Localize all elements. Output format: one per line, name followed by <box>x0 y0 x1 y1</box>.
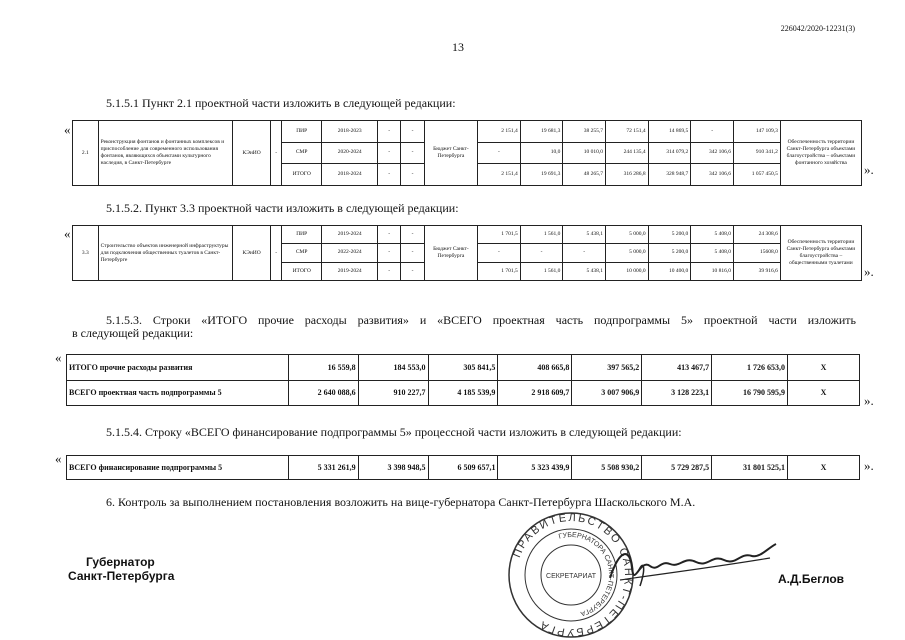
executor: КЭиИО <box>232 121 270 186</box>
section-1-heading: 5.1.5.1 Пункт 2.1 проектной части изложить в следующей редакции: <box>106 96 456 110</box>
handwritten-signature <box>600 538 780 598</box>
section-3-table <box>66 354 860 406</box>
section-4-close-quote: ». <box>864 458 874 473</box>
section-3-open-quote: « <box>55 350 62 365</box>
section-1-open-quote: « <box>64 122 71 137</box>
table-row: ВСЕГО проектная часть подпрограммы 5 2 640 088,6 910 227,7 4 185 539,9 2 918 609,7 3 007 906,9 3 128 223,1 16 790 595,9 Х <box>67 380 860 406</box>
seal-center-text: СЕКРЕТАРИАТ <box>546 573 596 580</box>
dash-cell: - <box>271 121 282 186</box>
section-2-close-quote: ». <box>864 264 874 279</box>
executor: КЭиИО <box>232 226 270 281</box>
item-name: Реконструкция фонтанов и фонтанных комплексов и приспособление для современного использования фонтанов, являющихся объектами культурного наследия, в Санкт-Петербурге <box>98 121 232 186</box>
seal-outer-text: ПРАВИТЕЛЬСТВО САНКТ-ПЕТЕРБУРГА <box>511 511 635 639</box>
table-row: ИТОГО 2018-2024 - - 2 151,4 19 691,3 48 265,7 316 286,8 328 948,7 342 106,6 1 057 450,5 <box>73 164 862 186</box>
seal-inner-text: ГУБЕРНАТОРА САНКТ-ПЕТЕРБУРГА <box>557 531 615 617</box>
signatory-name: А.Д.Беглов <box>778 572 845 586</box>
table-row: СМР 2020-2024 - - - 10,0 10 010,0 244 135,4 314 079,2 342 106,6 910 341,2 <box>73 142 862 164</box>
section-4-open-quote: « <box>55 451 62 466</box>
section-4-heading: 5.1.5.4. Строку «ВСЕГО финансирование подпрограммы 5» процессной части изложить в следующей редакции: <box>106 425 682 439</box>
item-number: 3.3 <box>73 226 99 281</box>
funding-source: Бюджет Санкт-Петербурга <box>424 226 477 281</box>
paragraph-6: 6. Контроль за выполнением постановления возложить на вице-губернатора Санкт-Петербурга Шаскольского М.А. <box>106 495 696 509</box>
page-number: 13 <box>452 40 464 54</box>
section-3-heading-line2: в следующей редакции: <box>72 326 194 340</box>
expected-result: Обеспеченность территории Санкт-Петербурга объектами благоустройства – общественными туалетами <box>780 226 861 281</box>
table-row: ИТОГО прочие расходы развития 16 559,8 184 553,0 305 841,5 408 665,8 397 565,2 413 467,7 1 726 653,0 Х <box>67 355 860 381</box>
section-2-heading: 5.1.5.2. Пункт 3.3 проектной части изложить в следующей редакции: <box>106 201 459 215</box>
item-name: Строительство объектов инженерной инфраструктуры для подключения общественных туалетов в Санкт-Петербурге <box>98 226 232 281</box>
section-3-close-quote: ». <box>864 393 874 408</box>
section-2-open-quote: « <box>64 226 71 241</box>
signatory-title-line2: Санкт-Петербурга <box>68 569 175 583</box>
table-row: СМР 2022-2024 - - - - - 5 000,0 5 200,0 5 408,0 15608,0 <box>73 244 862 262</box>
expected-result: Обеспеченность территории Санкт-Петербурга объектами благоустройства – объектами фонтанного хозяйства <box>780 121 861 186</box>
table-row: ВСЕГО финансирование подпрограммы 5 5 331 261,9 3 398 948,5 6 509 657,1 5 323 439,9 5 508 930,2 5 729 287,5 31 801 525,1 Х <box>67 456 860 480</box>
item-number: 2.1 <box>73 121 99 186</box>
section-4-table <box>66 455 860 480</box>
signatory-title-line1: Губернатор <box>86 555 155 569</box>
dash-cell: - <box>271 226 282 281</box>
document-number: 226042/2020-12231(3) <box>780 24 855 33</box>
table-row: ИТОГО 2019-2024 - - 1 701,5 1 561,0 5 438,1 10 000,0 10 400,0 10 816,0 39 916,6 <box>73 262 862 280</box>
section-3-heading-line1: 5.1.5.3. Строки «ИТОГО прочие расходы развития» и «ВСЕГО проектная часть подпрограммы 5» проектной части изложить <box>106 313 856 327</box>
table-row: 3.3 Строительство объектов инженерной инфраструктуры для подключения общественных туалетов в Санкт-Петербурге КЭиИО - ПИР 2019-2024 - - Бюджет Санкт-Петербурга 1 701,5 1 561,0 5 438,1 5 000,0 5 200,0 5 408,0 24 308,6 Обеспеченность территории Санкт-Петербурга объектами благоустройства – общественными туалетами <box>73 226 862 244</box>
section-1-close-quote: ». <box>864 162 874 177</box>
section-2-table <box>72 225 862 281</box>
funding-source: Бюджет Санкт-Петербурга <box>424 121 477 186</box>
section-1-table <box>72 120 862 186</box>
table-row: 2.1 Реконструкция фонтанов и фонтанных комплексов и приспособление для современного использования фонтанов, являющихся объектами культурного наследия, в Санкт-Петербурге КЭиИО - ПИР 2018-2023 - - Бюджет Санкт-Петербурга 2 151,4 19 681,3 38 255,7 72 151,4 14 869,5 - 147 109,3 Обеспеченность территории Санкт-Петербурга объектами благоустройства – объектами фонтанного хозяйства <box>73 121 862 143</box>
